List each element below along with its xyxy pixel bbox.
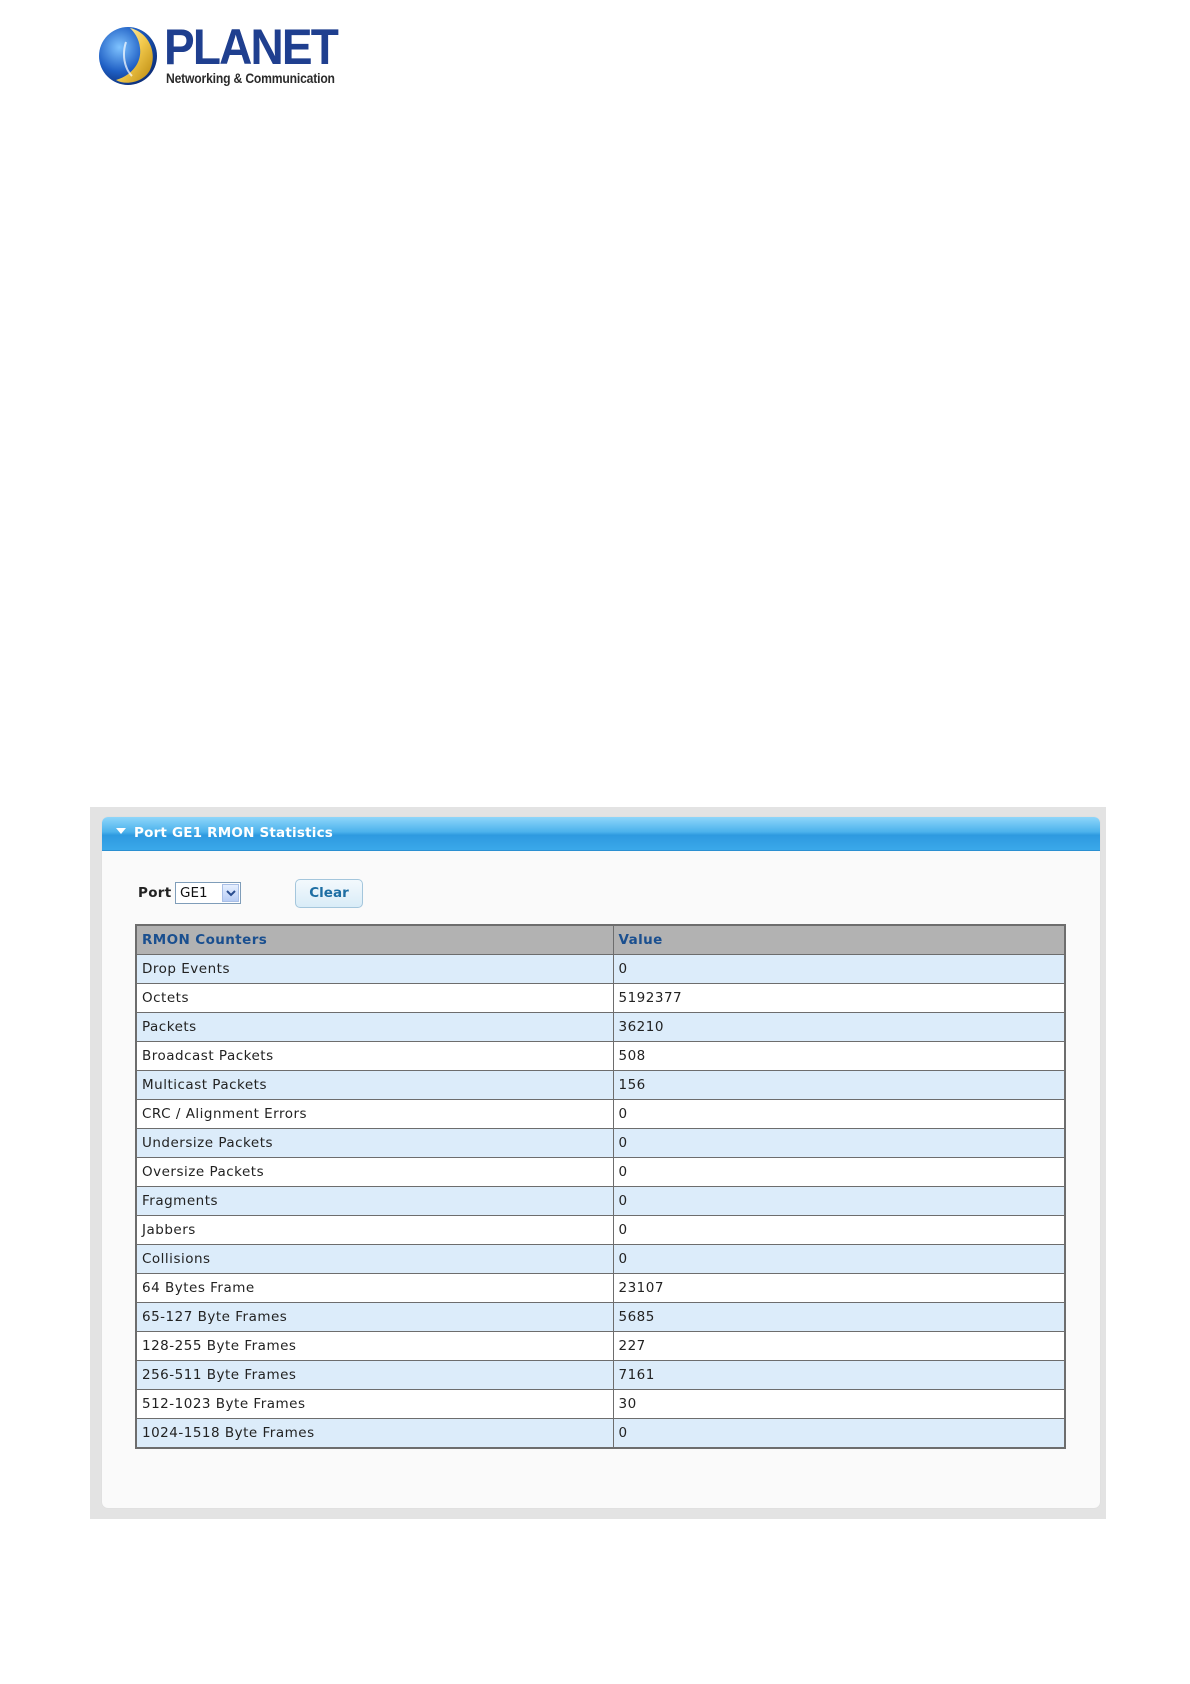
counter-name: Collisions <box>136 1245 613 1274</box>
counter-value: 0 <box>613 955 1065 984</box>
table-row <box>136 1158 1065 1187</box>
table-row <box>136 1245 1065 1274</box>
column-header-value: Value <box>613 925 1065 955</box>
chevron-down-icon <box>226 890 236 897</box>
counter-name: 512-1023 Byte Frames <box>136 1390 613 1419</box>
counter-name: Multicast Packets <box>136 1071 613 1100</box>
counter-value: 508 <box>613 1042 1065 1071</box>
table-row <box>136 1390 1065 1419</box>
counter-value: 5192377 <box>613 984 1065 1013</box>
rmon-counters-table <box>135 924 1066 1449</box>
table-row <box>136 1187 1065 1216</box>
table-row <box>136 984 1065 1013</box>
counter-name: 64 Bytes Frame <box>136 1274 613 1303</box>
counter-value: 0 <box>613 1158 1065 1187</box>
counter-name: CRC / Alignment Errors <box>136 1100 613 1129</box>
panel-header[interactable] <box>102 817 1100 851</box>
counter-name: Oversize Packets <box>136 1158 613 1187</box>
table-row <box>136 1071 1065 1100</box>
rmon-statistics-panel <box>102 817 1100 1508</box>
counter-name: 1024-1518 Byte Frames <box>136 1419 613 1449</box>
table-row <box>136 1013 1065 1042</box>
counter-name: 128-255 Byte Frames <box>136 1332 613 1361</box>
counter-name: Broadcast Packets <box>136 1042 613 1071</box>
counter-name: 65-127 Byte Frames <box>136 1303 613 1332</box>
counter-name: Packets <box>136 1013 613 1042</box>
clear-button[interactable]: Clear <box>295 879 363 908</box>
brand-name: PLANET <box>164 19 337 75</box>
counter-name: 256-511 Byte Frames <box>136 1361 613 1390</box>
table-row <box>136 1303 1065 1332</box>
planet-logo <box>96 19 346 90</box>
table-body <box>136 955 1065 1449</box>
table-row <box>136 1419 1065 1449</box>
table-row <box>136 1100 1065 1129</box>
counter-value: 36210 <box>613 1013 1065 1042</box>
table-row <box>136 1042 1065 1071</box>
table-row <box>136 1129 1065 1158</box>
counter-name: Undersize Packets <box>136 1129 613 1158</box>
counter-name: Jabbers <box>136 1216 613 1245</box>
counter-value: 7161 <box>613 1361 1065 1390</box>
counter-value: 0 <box>613 1245 1065 1274</box>
counter-value: 0 <box>613 1129 1065 1158</box>
port-select-value: GE1 <box>180 885 208 901</box>
counter-value: 5685 <box>613 1303 1065 1332</box>
panel-title: Port GE1 RMON Statistics <box>134 825 334 841</box>
port-select[interactable] <box>175 882 241 904</box>
counter-value: 0 <box>613 1216 1065 1245</box>
table-header-row <box>136 925 1065 955</box>
counter-value: 0 <box>613 1100 1065 1129</box>
table-row <box>136 955 1065 984</box>
table-row <box>136 1332 1065 1361</box>
counter-value: 0 <box>613 1419 1065 1449</box>
table-row <box>136 1274 1065 1303</box>
column-header-counters: RMON Counters <box>136 925 613 955</box>
dropdown-button[interactable] <box>222 884 239 902</box>
table-row <box>136 1361 1065 1390</box>
globe-icon <box>96 24 160 88</box>
counter-value: 227 <box>613 1332 1065 1361</box>
table-row <box>136 1216 1065 1245</box>
counter-name: Drop Events <box>136 955 613 984</box>
counter-name: Fragments <box>136 1187 613 1216</box>
counter-name: Octets <box>136 984 613 1013</box>
counter-value: 156 <box>613 1071 1065 1100</box>
counter-value: 0 <box>613 1187 1065 1216</box>
counter-value: 30 <box>613 1390 1065 1419</box>
collapse-arrow-icon[interactable] <box>116 828 126 834</box>
brand-tagline: Networking & Communication <box>166 71 335 86</box>
counter-value: 23107 <box>613 1274 1065 1303</box>
panel-frame <box>90 807 1106 1519</box>
port-label: Port <box>138 885 172 901</box>
